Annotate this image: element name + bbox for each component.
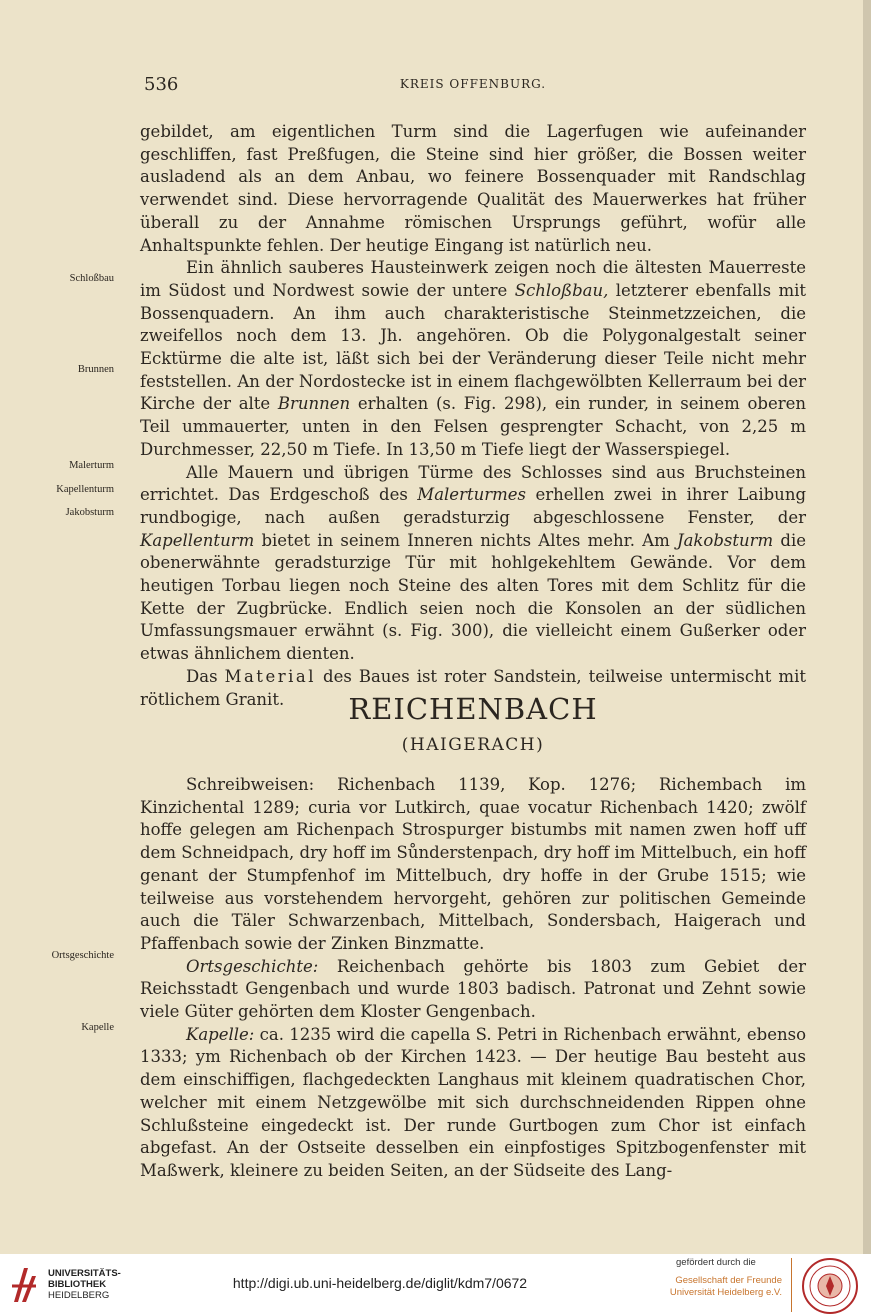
page-number: 536 <box>144 74 179 95</box>
paragraph: gebildet, am eigentlichen Turm sind die Lagerfugen wie aufeinander geschliffen, fast Preßfugen, die Steine sind hier größer, die Bossen weiter ausladend als an dem Anbau, wo feinere Bossenquader mit Randschlag verwendet sind. Diese hervorragende Qualität des Mauerwerkes hat früher überall zu der Annahme römischen Ursprungs geführt, wofür alle Anhaltspunkte fehlen. Der heutige Eingang ist natürlich neu. <box>140 122 806 255</box>
emphasis: Jakobsturm <box>676 530 774 550</box>
divider <box>791 1258 792 1312</box>
page-header <box>140 74 806 98</box>
support-label: gefördert durch die <box>676 1257 756 1268</box>
paragraph: Kapelle: ca. 1235 wird die capella S. Petri in Richenbach erwähnt, ebenso 1333; ym Richenbach ob der Kirchen 1423. — Der heutige Bau besteht aus dem einschiffigen, flachgedeckten Langhaus mit kleinem quadratischen Chor, welcher mit einem Netzgewölbe mit sich durchschneidenden Rippen ohne Schlußsteine eingedeckt ist. Der runde Gurtbogen zum Chor ist einfach abgefast. An der Ostseite desselben ein einpfostiges Spitzbogenfenster mit Maßwerk, kleinere zu beiden Seiten, an der Südseite des Lang- <box>140 1024 806 1180</box>
library-logo-icon[interactable] <box>10 1264 40 1306</box>
library-name: UNIVERSITÄTS- BIBLIOTHEK HEIDELBERG <box>48 1268 121 1301</box>
emphasis: Malerturmes <box>417 485 526 505</box>
footer-bar <box>0 1254 871 1316</box>
sidenote-schlossbau: Schloßbau <box>69 273 114 284</box>
emphasis: Brunnen <box>277 394 351 414</box>
paragraph: Schreibweisen: Richenbach 1139, Kop. 1276; Richembach im Kinzichental 1289; curia vor Lutkirch, quae vocatur Richenbach 1420; zwölf hoffe gelegen am Richenpach Strospurger bistumbs mit namen zwen hoff uff dem Schneidpach, dry hoff im Sůnderstenpach, dry hoff im Mittelbuch, ein hoff genant der Stumpfenhof im Mittelbuch, dry hoffe in der Grube 1515; wie teilweise aus vorstehendem hervorgeht, gehören zur politischen Gemeinde auch die Täler Schwarzenbach, Mittelbach, Sondersbach, Haigerach und Pfaffenbach sowie der Zinken Binzmatte. <box>140 775 806 953</box>
sidenote-brunnen: Brunnen <box>77 364 114 375</box>
sidenote-jakobsturm: Jakobsturm <box>65 507 114 518</box>
text-block-upper <box>140 121 806 711</box>
sidenote-ortsgeschichte: Ortsgeschichte <box>51 950 114 961</box>
emphasis: Kapelle: <box>186 1024 255 1044</box>
permalink-url[interactable]: http://digi.ub.uni-heidelberg.de/diglit/kdm7/0672 <box>232 1275 528 1291</box>
running-title: KREIS OFFENBURG. <box>399 77 547 91</box>
society-name[interactable]: Gesellschaft der Freunde Universität Heidelberg e.V. <box>669 1275 782 1298</box>
sidenote-kapelle: Kapelle <box>81 1022 114 1033</box>
section-title: REICHENBACH <box>348 692 598 726</box>
text-block-lower <box>140 774 806 1183</box>
sidenote-malerturm: Malerturm <box>69 460 114 471</box>
paragraph: Das Material des Baues ist roter Sandstein, teilweise untermischt mit rötlichem Granit. <box>140 666 806 709</box>
emphasis: Schloßbau, <box>514 280 609 300</box>
section-subtitle: (HAIGERACH) <box>401 735 545 755</box>
paragraph: Ortsgeschichte: Reichenbach gehörte bis 1803 zum Gebiet der Reichsstadt Gengenbach und wurde 1803 badisch. Patronat und Zehnt sowie viele Güter gehörten dem Kloster Gengenbach. <box>140 956 806 1022</box>
paragraph: Alle Mauern und übrigen Türme des Schlosses sind aus Bruchsteinen errichtet. Das Erdgeschoß des Malerturmes erhellen zwei in ihrer Laibung rundbogige, nach außen geradsturzig abgeschlossene Fenster, der Kapellenturm bietet in seinem Inneren nichts Altes mehr. Am Jakobsturm die obenerwähnte geradsturzige Tür mit hohlgekehltem Gewände. Vor dem heutigen Torbau liegen noch Steine des alten Tores mit dem Schlitz für die Kette der Zugbrücke. Endlich seien noch die Konsolen an der südlichen Umfassungsmauer erwähnt (s. Fig. 300), die vielleicht einem Gußerker oder etwas ähnlichem dienten. <box>140 462 807 664</box>
spaced-emphasis: Material <box>224 666 316 686</box>
emphasis: Kapellenturm <box>140 530 255 550</box>
emphasis: Ortsgeschichte: <box>186 956 319 976</box>
university-seal-icon <box>801 1257 859 1315</box>
sidenote-kapellenturm: Kapellenturm <box>56 484 114 495</box>
paragraph: Ein ähnlich sauberes Hausteinwerk zeigen noch die ältesten Mauerreste im Südost und Nordwest sowie der untere Schloßbau, letzterer ebenfalls mit Bossenquadern. An ihm auch charakteristische Steinmetzzeichen, die zweifellos noch dem 13. Jh. angehören. Ob die Polygonalgestalt seiner Ecktürme die alte ist, läßt sich bei der Veränderung dieser Teile nicht mehr feststellen. An der Nordostecke ist in einem flachgewölbten Kellerraum bei der Kirche der alte Brunnen erhalten (s. Fig. 298), ein runder, in seinem oberen Teil ummauerter, unten in den Felsen gesprengter Schacht, von 2,25 m Durchmesser, 22,50 m Tiefe. In 13,50 m Tiefe liegt der Wasserspiegel. <box>140 258 807 459</box>
